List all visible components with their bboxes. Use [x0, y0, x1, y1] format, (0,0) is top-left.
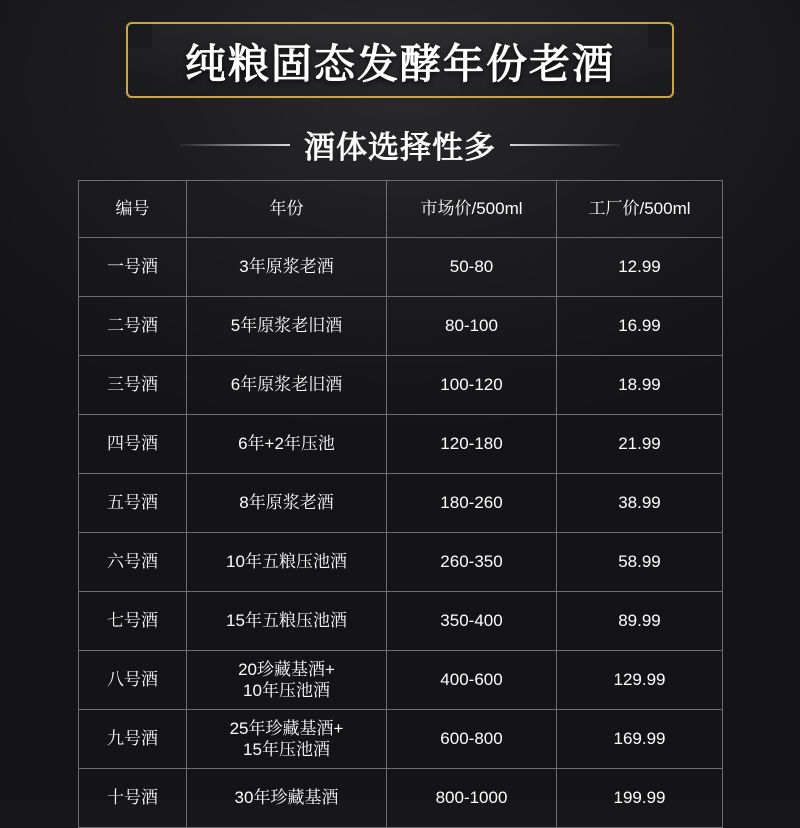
- cell-factory-price: 38.99: [557, 474, 723, 533]
- cell-id: 八号酒: [79, 651, 187, 710]
- subtitle-rule-right: [510, 144, 620, 146]
- table-body: [79, 238, 723, 828]
- frame-corner-top-left: [126, 22, 152, 48]
- table-row: [79, 238, 723, 297]
- cell-market-price: 120-180: [387, 415, 557, 474]
- cell-factory-price: 12.99: [557, 238, 723, 297]
- cell-id: 二号酒: [79, 297, 187, 356]
- column-header-market-price: 市场价/500ml: [387, 181, 557, 238]
- cell-id: 九号酒: [79, 710, 187, 769]
- cell-id: 一号酒: [79, 238, 187, 297]
- cell-market-price: 350-400: [387, 592, 557, 651]
- frame-corner-bottom-left: [126, 72, 152, 98]
- table-row: [79, 592, 723, 651]
- cell-factory-price: 18.99: [557, 356, 723, 415]
- table-row: [79, 474, 723, 533]
- cell-id: 七号酒: [79, 592, 187, 651]
- cell-year: 30年珍藏基酒: [187, 769, 387, 828]
- subtitle-text: 酒体选择性多: [304, 130, 496, 165]
- cell-year: 20珍藏基酒+ 10年压池酒: [187, 651, 387, 710]
- cell-market-price: 50-80: [387, 238, 557, 297]
- cell-factory-price: 169.99: [557, 710, 723, 769]
- cell-id: 四号酒: [79, 415, 187, 474]
- cell-id: 六号酒: [79, 533, 187, 592]
- subtitle-rule-left: [180, 144, 290, 146]
- table-row: [79, 415, 723, 474]
- cell-factory-price: 58.99: [557, 533, 723, 592]
- cell-year: 3年原浆老酒: [187, 238, 387, 297]
- cell-factory-price: 129.99: [557, 651, 723, 710]
- cell-factory-price: 199.99: [557, 769, 723, 828]
- page-title: 纯粮固态发酵年份老酒: [185, 40, 615, 87]
- cell-market-price: 600-800: [387, 710, 557, 769]
- table-row: [79, 297, 723, 356]
- cell-market-price: 100-120: [387, 356, 557, 415]
- cell-id: 十号酒: [79, 769, 187, 828]
- cell-market-price: 180-260: [387, 474, 557, 533]
- table-row: [79, 651, 723, 710]
- cell-factory-price: 89.99: [557, 592, 723, 651]
- cell-year: 5年原浆老旧酒: [187, 297, 387, 356]
- column-header-year: 年份: [187, 181, 387, 238]
- cell-id: 三号酒: [79, 356, 187, 415]
- frame-corner-bottom-right: [648, 72, 674, 98]
- cell-market-price: 800-1000: [387, 769, 557, 828]
- cell-market-price: 80-100: [387, 297, 557, 356]
- cell-market-price: 400-600: [387, 651, 557, 710]
- column-header-factory-price: 工厂价/500ml: [557, 181, 723, 238]
- subtitle-row: [0, 122, 800, 167]
- table-row: [79, 533, 723, 592]
- table-header: [79, 181, 723, 238]
- cell-factory-price: 21.99: [557, 415, 723, 474]
- cell-year: 25年珍藏基酒+ 15年压池酒: [187, 710, 387, 769]
- cell-year: 10年五粮压池酒: [187, 533, 387, 592]
- table-row: [79, 769, 723, 828]
- cell-year: 8年原浆老酒: [187, 474, 387, 533]
- frame-corner-top-right: [648, 22, 674, 48]
- column-header-id: 编号: [79, 181, 187, 238]
- table-row: [79, 710, 723, 769]
- price-table: [78, 180, 723, 828]
- cell-year: 15年五粮压池酒: [187, 592, 387, 651]
- title-banner: [126, 22, 674, 98]
- table-row: [79, 356, 723, 415]
- cell-id: 五号酒: [79, 474, 187, 533]
- table-header-row: [79, 181, 723, 238]
- cell-factory-price: 16.99: [557, 297, 723, 356]
- cell-year: 6年原浆老旧酒: [187, 356, 387, 415]
- cell-market-price: 260-350: [387, 533, 557, 592]
- cell-year: 6年+2年压池: [187, 415, 387, 474]
